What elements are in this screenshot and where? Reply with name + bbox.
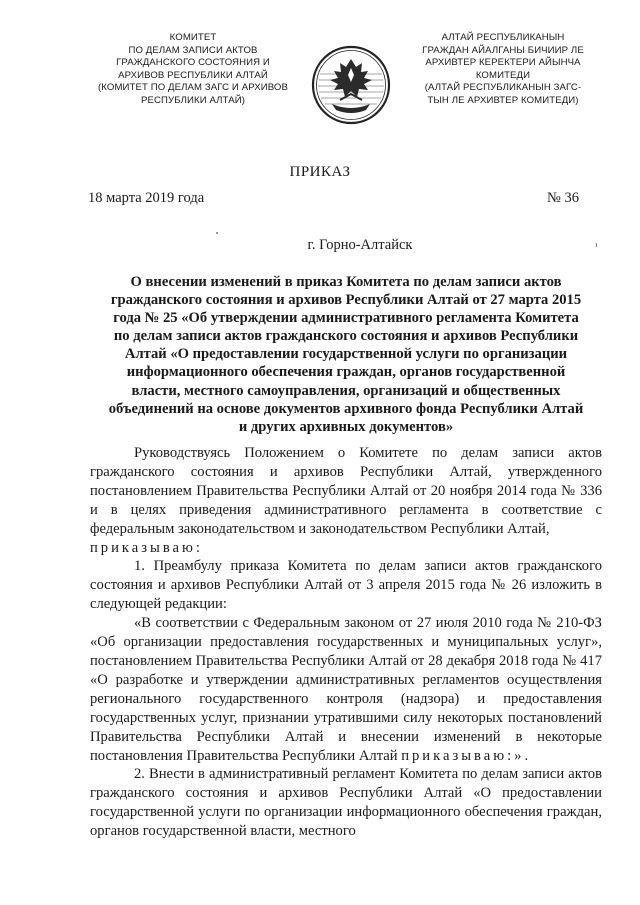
quoted-preamble — [90, 614, 602, 765]
subject-line: О внесении изменений в приказ Комитета по делам записи актов — [130, 274, 562, 290]
item-2-paragraph: 2. Внести в административный регламент Комитета по делам записи актов гражданского состояния и архивов Республики Алтай «О предоставлении государственной услуги по организации информационного обеспечения граждан, органов государственной власти, местного — [90, 766, 602, 840]
header-line: КОМИТЕДИ — [475, 69, 531, 81]
header-line: ГРАЖДАНСКОГО СОСТОЯНИЯ И — [116, 57, 270, 69]
preamble-paragraph — [90, 444, 602, 539]
subject-line: года № 25 «Об утверждении административного регламента Комитета — [113, 310, 579, 327]
document-number: № 36 — [547, 190, 579, 206]
subject-line: Алтай «О предоставлении государственной услуги по организации — [124, 346, 568, 363]
order-word: приказываю: — [90, 539, 203, 556]
subject-line: власти, местного самоуправления, организаций и общественных — [131, 382, 561, 399]
subject-line: объединений на основе документов архивного фонда Республики Алтай — [108, 400, 584, 417]
quote-text: «В соответствии с Федеральным законом от 27 июля 2010 года № 210-ФЗ «Об организации предоставления государственных и муниципальных услуг», постановлением Правительства Республики Алтай от 28 декабря 2018 года № 417 «О разработке и утверждении административных регламентов осуществления регионального государственного контроля (надзора) и предоставления государственных услуг, признании утратившими силу некоторых постановлений Правительства Республики Алтай и внесении изменений в некоторые постановления Правительства Республики Алтай — [90, 615, 602, 764]
quote-order-word: приказываю:». — [401, 747, 532, 764]
subject-line: информационного обеспечения граждан, органов государственной — [126, 364, 566, 381]
scan-speck — [216, 232, 218, 234]
header-line: РЕСПУБЛИКИ АЛТАЙ) — [141, 94, 245, 106]
subject-line: по делам записи актов гражданского состояния и архивов Республики — [113, 328, 579, 345]
document-title: ПРИКАЗ — [289, 164, 351, 180]
header-line: (КОМИТЕТ ПО ДЕЛАМ ЗАГС И АРХИВОВ — [98, 82, 288, 94]
document-subject — [90, 273, 602, 436]
item-1-paragraph: 1. Преамбулу приказа Комитета по делам записи актов гражданского состояния и архивов Республики Алтай от 3 апреля 2015 года № 26 изложить в следующей редакции: — [90, 558, 602, 613]
republic-emblem-icon — [310, 44, 392, 126]
document-body — [90, 444, 602, 841]
committee-header-russian — [98, 32, 288, 108]
document-date: 18 марта 2019 года — [88, 190, 205, 206]
subject-line: и других архивных документов» — [238, 418, 454, 435]
header-line: ПО ДЕЛАМ ЗАПИСИ АКТОВ — [128, 44, 258, 56]
subject-line: гражданского состояния и архивов Республики Алтай от 27 марта 2015 — [110, 292, 582, 309]
header-line: АРХИВОВ РЕСПУБЛИКИ АЛТАЙ — [118, 69, 268, 81]
header-line: ТЫН ЛЕ АРХИВТЕР КОМИТЕДИ) — [427, 94, 579, 106]
preamble-text: Руководствуясь Положением о Комитете по делам записи актов гражданского состояния и архивов Республики Алтай, утвержденного постановлением Правительства Республики Алтай от 20 ноября 2014 года № 336 и в целях приведения административного регламента в соответствие с федеральным законодательством и законодательством Республики Алтай, — [90, 445, 602, 537]
document-city: г. Горно-Алтайск — [307, 237, 413, 253]
header-line: ГРАЖДАН АЙАЛГАНЫ БИЧИИР ЛЕ — [422, 44, 584, 56]
header-line: КОМИТЕТ — [169, 32, 217, 43]
header-line: АРХИВТЕР КЕРЕКТЕРИ АЙЫНЧА — [425, 57, 581, 69]
header-line: АЛТАЙ РЕСПУБЛИКАНЫН — [441, 32, 565, 43]
committee-header-altai — [405, 32, 601, 108]
header-line: (АЛТАЙ РЕСПУБЛИКАНЫН ЗАГС- — [424, 82, 582, 94]
